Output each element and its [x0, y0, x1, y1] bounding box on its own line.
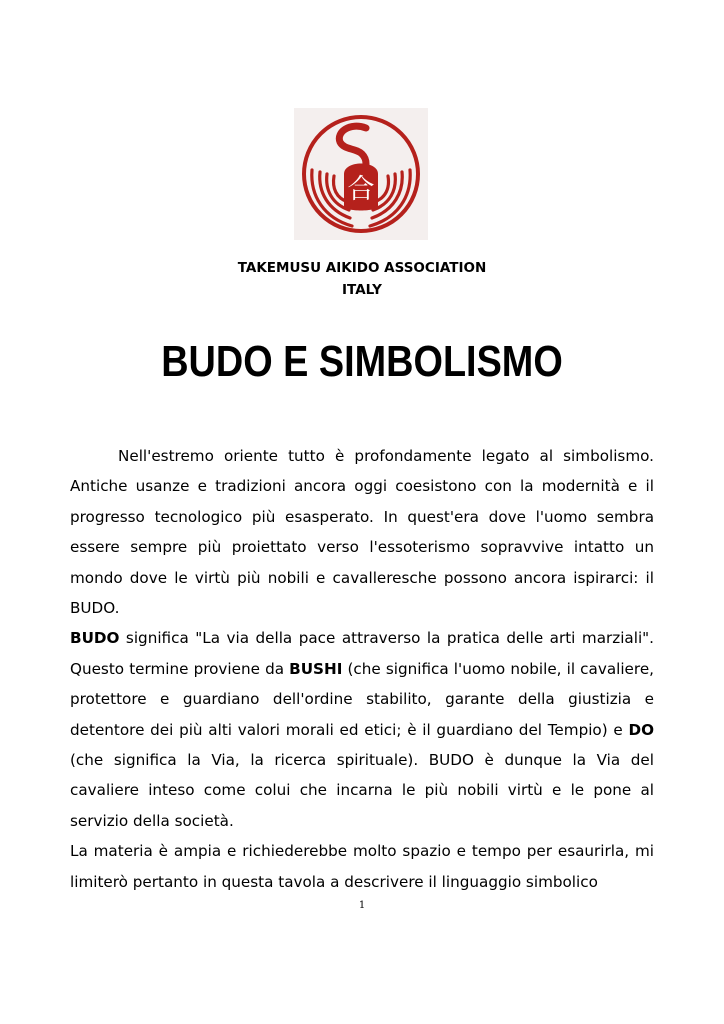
- paragraph-text-segment: (che significa l'uomo nobile, il cavaliere, protettore e guardiano dell'ordine stabilito, garante della giustizia e detentore dei più alti valori morali ed etici; è il guardiano del Tempio) e: [70, 659, 654, 739]
- document-body: [70, 441, 654, 897]
- term-do: DO: [628, 720, 654, 739]
- paragraph-budo-definition: [70, 623, 654, 836]
- document-title: BUDO E SIMBOLISMO: [161, 337, 563, 386]
- term-bushi: BUSHI: [289, 659, 343, 678]
- aiki-kanji-emblem: 合: [347, 174, 375, 205]
- paragraph-intro: Nell'estremo oriente tutto è profondamente legato al simbolismo. Antiche usanze e tradizioni ancora oggi coesistono con la modernità e il progresso tecnologico più esasperato. In quest'era dove l'uomo sembra essere sempre più proiettato verso l'essoterismo sopravvive intatto un mondo dove le virtù più nobili e cavalleresche possono ancora ispirarci: il BUDO.: [70, 447, 654, 618]
- takemusu-aikido-crest-logo: [294, 108, 428, 240]
- term-budo: BUDO: [70, 629, 120, 648]
- paragraph-scope: La materia è ampia e richiederebbe molto spazio e tempo per esaurirla, mi limiterò pertanto in questa tavola a descrivere il linguaggio simbolico: [70, 842, 654, 891]
- paragraph-text-segment: (che significa la Via, la ricerca spirituale). BUDO è dunque la Via del cavaliere inteso come colui che incarna le più nobili virtù e le pone al servizio della società.: [70, 751, 654, 830]
- organization-name: TAKEMUSU AIKIDO ASSOCIATION: [237, 260, 487, 276]
- paragraph-text-segment: significa "La via della pace attraverso la pratica delle arti marziali". Questo termine proviene da: [70, 629, 654, 678]
- organization-country: ITALY: [342, 282, 382, 298]
- page-number: 1: [358, 900, 366, 911]
